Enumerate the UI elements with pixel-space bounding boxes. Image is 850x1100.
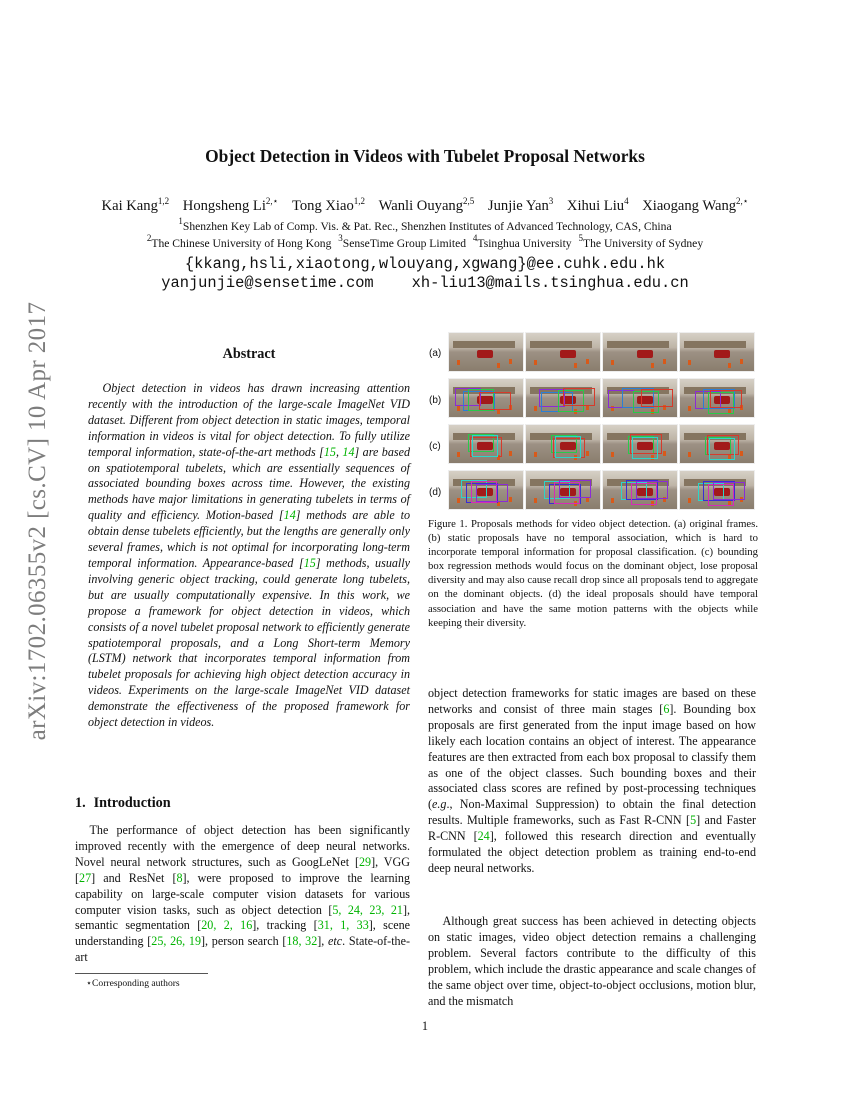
citation-link[interactable]: 31, 1, 33 <box>317 918 369 933</box>
email-line-2 <box>0 274 850 292</box>
body-paragraph: Although great success has been achieved in detecting objects on static images, video object detection remains a challenging problem. Several factors contribute to the difficulty of this problem, which include the drastic appearance and scale changes of the same object over time, object-to-object occlusions, motion blur, and the mismatch <box>428 914 756 1008</box>
abstract-text: Object detection in videos has drawn increasing attention recently with the introduction of the large-scale ImageNet VID dataset. Different from object detection in static images, temporal information in videos is vital for object detection. To fully utilize temporal information, state-of-the-art methods [15, 14] are based on spatiotemporal tubelets, which are essentially sequences of associated bounding boxes across time. However, the existing methods have major limitations in generating tubelets in terms of quality and efficiency. Motion-based [14] methods are able to obtain dense tubelets efficiently, but the lengths are generally only several frames, which is not optimal for incorporating long-term temporal information. Appearance-based [15] methods, usually involving generic object tracking, could generate long tubelets, but are usually computationally expensive. In this work, we propose a framework for object detection in videos, which consists of a novel tubelet proposal network to efficiently generate spatiotemporal proposals, and a Long Short-term Memory (LSTM) network that incorporates temporal information from tubelet proposals for achieving high object detection accuracy in videos. Experiments on the large-scale ImageNet VID dataset demonstrate the effectiveness of the proposed framework for object detection in videos. <box>88 381 411 730</box>
author: Xiaogang Wang$^{2,⋆}$ <box>642 196 749 214</box>
proposal-bounding-box <box>709 438 735 460</box>
author: Xihui Liu$^4$ <box>566 196 629 214</box>
video-frame-thumbnail <box>602 378 678 418</box>
body-paragraph: object detection frameworks for static images are based on these networks and consist of three main stages [6]. Bounding box proposals are first generated from the input image based on how likely each location contains an object of interest. The appearance features are then extracted from each box proposal to classify them as one of the object classes. Such bounding boxes and their associated class scores are refined by post-processing techniques (e.g., Non-Maximal Suppression) to obtain the final detection results. Multiple frameworks, such as Fast R-CNN [5] and Faster R-CNN [24], followed this research direction and eventually formulated the object detection problem as training end-to-end deep neural networks. <box>428 686 756 875</box>
citation-link[interactable]: 5, 24, 23, 21 <box>332 902 403 917</box>
affiliation: $^3$SenseTime Group Limited <box>338 233 467 250</box>
video-frame-thumbnail <box>525 378 601 418</box>
video-frame-thumbnail <box>525 470 601 510</box>
citation-link[interactable]: 14 <box>283 508 296 523</box>
traffic-cone <box>611 498 614 503</box>
traffic-cone <box>651 363 654 368</box>
video-frame-thumbnail <box>448 332 524 372</box>
proposal-bounding-box <box>555 436 581 458</box>
citation-link[interactable]: 6 <box>663 701 670 716</box>
proposal-bounding-box <box>632 437 658 459</box>
affiliation-line-1: $^1$Shenzhen Key Lab of Comp. Vis. & Pat. Rec., Shenzhen Institutes of Advanced Technology, CAS, China <box>178 216 672 233</box>
citation-link[interactable]: 14 <box>342 444 355 459</box>
car-object <box>560 350 576 358</box>
traffic-cone <box>586 359 589 364</box>
traffic-cone <box>663 451 666 456</box>
video-frame-thumbnail <box>525 332 601 372</box>
traffic-cone <box>688 360 691 365</box>
figure-1-caption: Figure 1. Proposals methods for video object detection. (a) original frames. (b) static proposals have no temporal association, which is hard to incorporate temporal information for proposal classification. (c) bounding box regression methods would focus on the dominant object, lose proposal diversity and may also cause recall drop since all proposals tend to aggregate on the dominant objects. (d) the ideal proposals should have temporal association and have the same motion patterns with the objects while keeping their diversity. <box>428 518 758 629</box>
traffic-cone <box>457 498 460 503</box>
affiliation: $^2$The Chinese University of Hong Kong <box>146 233 332 250</box>
traffic-cone <box>663 359 666 364</box>
video-frame-thumbnail <box>525 424 601 464</box>
traffic-cone <box>740 451 743 456</box>
traffic-cone <box>586 451 589 456</box>
citation-link[interactable]: 8 <box>176 870 183 885</box>
author: Hongsheng $Li^{2,⋆}$ <box>182 196 279 214</box>
abstract-heading: Abstract <box>222 346 276 362</box>
citation-link[interactable]: 5 <box>690 813 697 828</box>
introduction-paragraph: The performance of object detection has been significantly improved recently with the emergence of deep neural networks. Novel neural network structures, such as GoogLeNet [29], VGG [27] and ResNet [8], were proposed to improve the learning capability on large-scale computer vision datasets for various computer vision tasks, such as object detection [5, 24, 23, 21], semantic segmentation [20, 2, 16], tracking [31, 1, 33], scene understanding [25, 26, 19], person search [18, 32], etc. State-of-the-art <box>75 823 411 965</box>
author-list <box>0 198 850 215</box>
affiliation: $^4$Tsinghua University <box>472 233 572 250</box>
video-frame-thumbnail <box>602 332 678 372</box>
section-heading-introduction: 1. Introduction <box>75 795 171 811</box>
traffic-cone <box>688 406 691 411</box>
citation-link[interactable]: 29 <box>358 854 372 869</box>
author: Tong Xiao$^{1,2}$ <box>291 196 366 214</box>
proposal-bounding-box <box>641 389 673 407</box>
author: Kai Kang$^{1,2}$ <box>101 196 170 214</box>
citation-link[interactable]: 24 <box>477 829 490 844</box>
traffic-cone <box>509 451 512 456</box>
video-frame-thumbnail <box>448 424 524 464</box>
citation-link[interactable]: 18, 32 <box>286 934 318 949</box>
video-frame-thumbnail <box>679 424 755 464</box>
traffic-cone <box>509 359 512 364</box>
author: Wanli Ouyang$^{2,5}$ <box>378 196 475 214</box>
video-frame-thumbnail <box>602 470 678 510</box>
traffic-cone <box>534 406 537 411</box>
video-frame-thumbnail <box>602 424 678 464</box>
traffic-cone <box>497 363 500 368</box>
video-frame-thumbnail <box>448 470 524 510</box>
footnote-rule <box>75 973 208 974</box>
figure-row-label: (a) <box>429 348 442 359</box>
figure-row-label: (c) <box>429 441 441 452</box>
video-frame-thumbnail <box>679 470 755 510</box>
paper-title: Object Detection in Videos with Tubelet Proposal Networks <box>205 146 645 166</box>
proposal-bounding-box <box>472 435 498 457</box>
figure-row-label: (d) <box>429 487 442 498</box>
traffic-cone <box>534 498 537 503</box>
traffic-cone <box>457 406 460 411</box>
video-frame-thumbnail <box>679 378 755 418</box>
traffic-cone <box>688 452 691 457</box>
traffic-cone <box>611 360 614 365</box>
traffic-cone <box>534 452 537 457</box>
arxiv-identifier: arXiv:1702.06355v2 [cs.CV] 10 Apr 2017 <box>24 301 51 741</box>
car-object <box>477 350 493 358</box>
proposal-bounding-box <box>559 480 591 498</box>
traffic-cone <box>688 498 691 503</box>
proposal-bounding-box <box>636 481 668 499</box>
car-object <box>637 350 653 358</box>
traffic-cone <box>740 359 743 364</box>
citation-link[interactable]: 15 <box>303 555 316 570</box>
email-line-1: {kkang,hsli,xiaotong,wlouyang,xgwang}@ee.cuhk.edu.hk <box>184 255 666 273</box>
traffic-cone <box>574 363 577 368</box>
proposal-bounding-box <box>710 390 742 408</box>
car-object <box>714 350 730 358</box>
email: yanjunjie@sensetime.com <box>161 274 374 292</box>
proposal-bounding-box <box>713 482 745 500</box>
proposal-bounding-box <box>479 392 511 410</box>
email: xh-liu13@mails.tsinghua.edu.cn <box>411 274 689 292</box>
page-number: 1 <box>421 1019 429 1033</box>
affiliation: $^5$The University of Sydney <box>578 233 704 250</box>
citation-link[interactable]: 15 <box>323 444 336 459</box>
figure-row-label: (b) <box>429 395 442 406</box>
traffic-cone <box>509 497 512 502</box>
proposal-bounding-box <box>476 484 508 502</box>
video-frame-thumbnail <box>679 332 755 372</box>
traffic-cone <box>457 360 460 365</box>
traffic-cone <box>728 363 731 368</box>
author: Junjie Yan$^3$ <box>487 196 554 214</box>
citation-link[interactable]: 20, 2, 16 <box>201 918 253 933</box>
traffic-cone <box>611 452 614 457</box>
traffic-cone <box>534 360 537 365</box>
video-frame-thumbnail <box>448 378 524 418</box>
citation-link[interactable]: 27 <box>79 870 92 885</box>
footnote: ⋆Corresponding authors <box>86 978 180 989</box>
proposal-bounding-box <box>563 388 595 406</box>
citation-link[interactable]: 25, 26, 19 <box>151 934 202 949</box>
traffic-cone <box>457 452 460 457</box>
affiliation-line-2 <box>0 233 850 250</box>
